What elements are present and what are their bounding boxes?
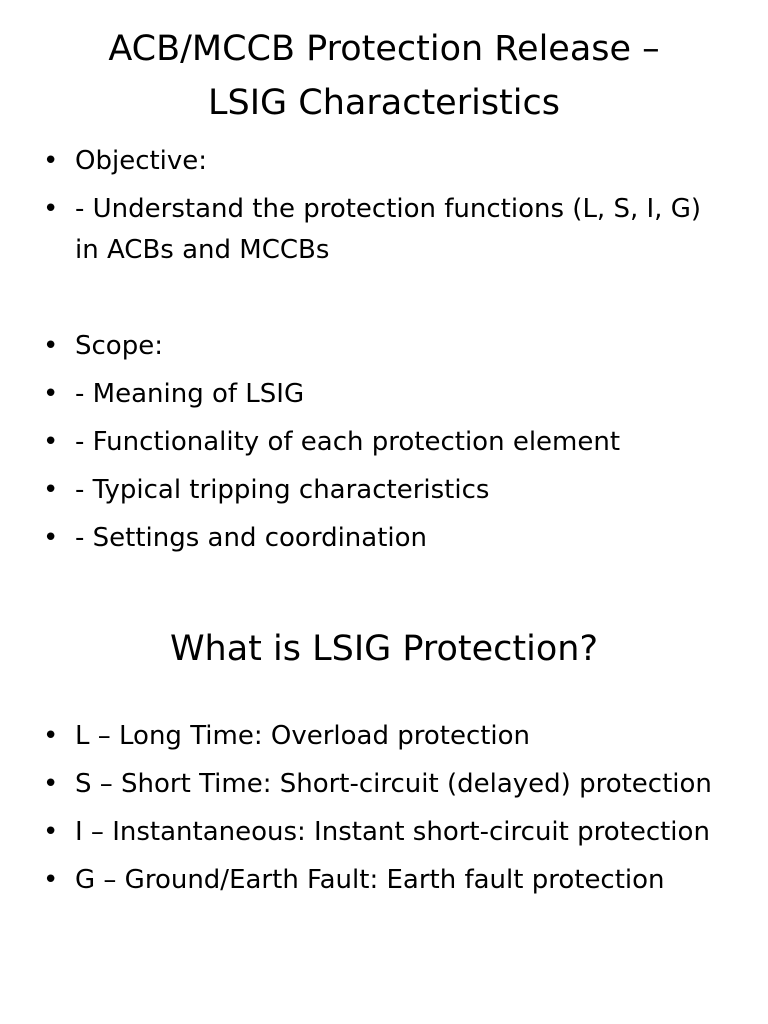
bullet-text: Objective: [75, 146, 208, 176]
bullet-dot: • [43, 475, 59, 505]
bullet-dot: • [43, 721, 59, 751]
section-title: What is LSIG Protection? [169, 629, 599, 669]
objective-scope-list [0, 141, 768, 566]
bullet-text: L – Long Time: Overload protection [75, 721, 531, 751]
bullet-dot: • [43, 865, 59, 895]
bullet-text: Scope: [75, 331, 163, 361]
list-item [0, 860, 768, 901]
slide-title [0, 22, 768, 130]
bullet-text: S – Short Time: Short-circuit (delayed) protection [75, 769, 712, 799]
bullet-text: G – Ground/Earth Fault: Earth fault protection [75, 865, 665, 895]
list-item [0, 812, 768, 853]
bullet-dot: • [43, 523, 59, 553]
list-item [0, 716, 768, 757]
list-item [0, 326, 768, 367]
list-item [0, 189, 768, 271]
list-item [0, 470, 768, 511]
list-item [0, 374, 768, 415]
bullet-dot: • [43, 769, 59, 799]
bullet-text: - Understand the protection functions (L, S, I, G) in ACBs and MCCBs [75, 194, 701, 265]
bullet-dot: • [43, 427, 59, 457]
lsig-list [0, 716, 768, 908]
bullet-text: I – Instantaneous: Instant short-circuit protection [75, 817, 710, 847]
bullet-text: - Typical tripping characteristics [75, 475, 490, 505]
bullet-dot: • [43, 146, 59, 176]
bullet-dot: • [43, 194, 59, 224]
bullet-text: - Meaning of LSIG [75, 379, 305, 409]
bullet-dot: • [43, 817, 59, 847]
list-item [0, 518, 768, 559]
title-line-2: LSIG Characteristics [208, 83, 560, 123]
title-line-1: ACB/MCCB Protection Release – [108, 29, 660, 69]
bullet-text: - Functionality of each protection element [75, 427, 621, 457]
bullet-dot: • [43, 331, 59, 361]
list-item [0, 764, 768, 805]
list-spacer [0, 278, 768, 319]
bullet-dot: • [43, 379, 59, 409]
list-item [0, 422, 768, 463]
list-item [0, 141, 768, 182]
bullet-text: - Settings and coordination [75, 523, 428, 553]
